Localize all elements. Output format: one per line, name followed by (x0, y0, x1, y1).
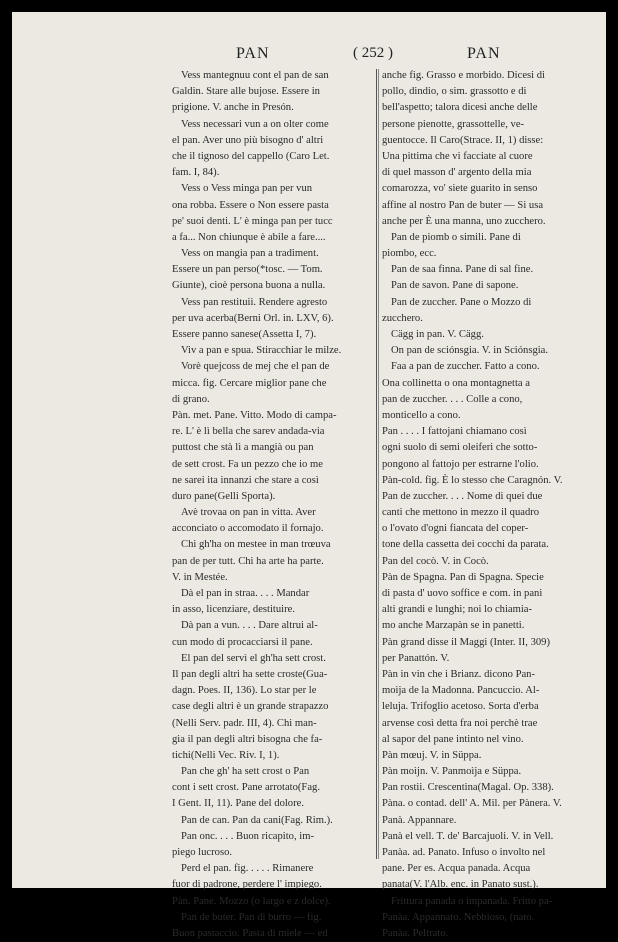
text-line: o l'ovato d'ogni fiancata del coper- (382, 523, 529, 535)
text-line: puttost che stà lì a mangià ou pan (172, 442, 314, 454)
text-line: Vess pan restituii. Rendere agresto (181, 296, 328, 308)
text-line: Panà. Appannare. (382, 814, 457, 826)
text-line: Perd el pan. fig. . . . . Rimanere (181, 863, 314, 875)
text-line: pan de per tutt. Chi ha arte ha parte. (172, 555, 324, 567)
text-line: che il tignoso del cappello (Caro Let. (172, 150, 330, 162)
text-line: fuor di padrone, perdere l' impiego. (172, 879, 322, 891)
text-line: a fa... Non chiunque è abile a fare.... (172, 231, 326, 243)
text-line: gia il pan degli altri bisogna che fa- (172, 733, 323, 745)
text-line: Pàn de Spagna. Pan di Spagna. Specie (382, 571, 544, 583)
text-line: Panà el vell. T. de' Barcajuoli. V. in Vell. (382, 830, 554, 842)
text-line: Galdin. Stare alle bujose. Essere in (172, 86, 320, 98)
text-line: persone pienotte, grassottelle, ve- (382, 118, 525, 130)
text-line: Pan de can. Pan da cani(Fag. Rim.). (181, 814, 333, 826)
text-line: pane. Per es. Acqua panada. Acqua (382, 863, 531, 875)
text-line: Pàn mœuj. V. in Süppa. (382, 749, 482, 761)
text-line: fam. I, 84). (172, 167, 220, 179)
text-line: Pàn in vin che i Brianz. dicono Pan- (382, 668, 535, 680)
text-line: cont i sett crost. Pane arrotato(Fag. (172, 782, 320, 794)
text-line: leluja. Trifoglio acetoso. Sorta d'erba (382, 701, 539, 713)
text-line: Vess on mangia pan a tradiment. (181, 248, 319, 260)
text-line: Buon pastaccio. Pasta di miele — ed (172, 927, 328, 939)
text-line: Viv a pan e spua. Stiracchiar le milze. (181, 345, 342, 357)
text-line: tone della cassetta dei cocchi da parata. (382, 539, 549, 551)
text-line: Frittura panada o impanada. Fritto pa- (391, 895, 553, 907)
text-line: Pan che gh' ha sett crost o Pan (181, 766, 310, 778)
text-line: Panàa. Appannato. Nebbioso, (nato. (382, 911, 535, 923)
text-line: Pàna. o contad. dell' A. Mil. per Pànera. V. (382, 798, 562, 810)
header-right-word: PAN (467, 45, 501, 62)
text-line: affine al nostro Pan de buter — Si usa (382, 199, 544, 211)
text-line: pe' suoi denti. L' è minga pan per tucc (172, 215, 333, 227)
text-line: per uva acerba(Berni Orl. in. LXV, 6). (172, 312, 334, 324)
text-line: duro pane(Gelli Sporta). (172, 490, 276, 502)
text-line: el pan. Aver uno più bisogno d' altri (172, 134, 324, 146)
text-line: zucchero. (382, 312, 423, 324)
text-line: Pàn-cold. fig. È lo stesso che Caragnón. V. (382, 474, 563, 486)
text-line: Cägg in pan. V. Cägg. (391, 329, 484, 340)
text-line: pollo, dindio, o sim. grassotto e di (382, 86, 527, 98)
right-column (382, 68, 595, 942)
text-line: Panàa. ad. Panato. Infuso o involto nel (382, 847, 546, 858)
text-line: moìja de la Madonna. Pancuccio. Al- (382, 685, 540, 697)
text-line: dagn. Poes. II, 136). Lo star per le (172, 685, 317, 697)
text-line: Pan rostii. Crescentina(Magal. Op. 338). (382, 782, 554, 794)
text-line: Il pan degli altri ha sette croste(Gua- (172, 668, 328, 680)
text-line: re. L' è lì bella che sarev andada-via (172, 426, 325, 438)
text-line: Pan de saa finna. Pane di sal fine. (391, 264, 534, 276)
text-line: Pan de piomb o simili. Pane di (391, 231, 521, 243)
text-line: El pan del servì el gh'ha sett crost. (181, 652, 326, 664)
text-line: Ona collinetta o ona montagnetta a (382, 377, 530, 389)
running-header (12, 45, 606, 67)
text-line: Faa a pan de zuccher. Fatto a cono. (391, 361, 540, 373)
text-line: di grano. (172, 393, 210, 405)
text-line: Pàn. Pane. Mozzo (o largo e z dolce). (172, 895, 331, 907)
text-line: Una pittima che vi facciate al cuore (382, 150, 533, 162)
text-line: Pan de zuccher. Pane o Mozzo di (391, 296, 532, 308)
text-line: in asso, licenziare, destituire. (172, 604, 295, 616)
text-line: Pan onc. . . . Buon ricapito, im- (181, 830, 314, 842)
text-line: mo anche Marzapàn se in panetti. (382, 620, 525, 632)
text-line: On pan de sciónsgia. V. in Sciónsgia. (391, 345, 549, 357)
text-line: alti grandi e lunghi; noi lo chiamia- (382, 604, 533, 616)
text-line: Dà pan a vun. . . . Dare altrui al- (181, 620, 318, 632)
page-number: ( 252 ) (353, 45, 393, 61)
text-line: tichi(Nelli Vec. Riv. I, 1). (172, 749, 280, 761)
text-line: I Gent. II, 11). Pane del dolore. (172, 798, 304, 810)
text-line: anche per È una manna, uno zucchero. (382, 215, 546, 227)
text-line: monticello a cono. (382, 409, 461, 421)
text-line: Pàn moìjn. V. Panmoìja e Süppa. (382, 766, 522, 778)
header-left-word: PAN (236, 45, 270, 62)
text-line: Essere un pan perso(*tosc. — Tom. (172, 264, 323, 276)
text-line: Pàn grand disse il Maggi (Inter. II, 309) (382, 636, 550, 648)
text-line: Pan . . . . I fattojani chiamano così (382, 426, 527, 438)
text-line: de sett crost. Fa un pezzo che io me (172, 458, 323, 470)
text-line: al sapor del pane intinto nel vino. (382, 733, 524, 745)
text-line: (Nelli Serv. padr. III, 4). Chi man- (172, 717, 317, 729)
text-line: per Panattón. V. (382, 652, 450, 664)
text-line: ne sarei ita innanzi che stare a così (172, 474, 319, 486)
text-line: Pan de buter. Pan di burro — fig. (181, 911, 322, 923)
text-line: guentocce. Il Caro(Strace. II, 1) disse: (382, 134, 544, 146)
text-line: ogni suolo di semi oleiferi che sotto- (382, 442, 538, 454)
text-line: Panàa. Peltrato. (382, 927, 449, 939)
text-line: Dà el pan in straa. . . . Mandar (181, 588, 310, 599)
text-line: prigione. V. anche in Presón. (172, 102, 294, 114)
text-line: micca. fig. Cercare miglior pane che (172, 377, 327, 389)
text-line: piego lucroso. (172, 847, 233, 858)
text-line: anche fig. Grasso e morbido. Dicesi di (382, 70, 545, 81)
text-line: arvense così detta fra noi perchè trae (382, 717, 538, 729)
text-line: comarozza, vo' siete guarito in senso (382, 183, 538, 195)
text-line: Pan del cocò. V. in Cocò. (382, 555, 489, 567)
text-line: di pasta d' uovo soffice e com. in pani (382, 588, 543, 599)
text-line: Pan de zuccher. . . . Nome di quei due (382, 490, 543, 502)
dictionary-page (12, 12, 606, 939)
text-line: cun modo di procacciarsi il pane. (172, 636, 313, 648)
text-line: Giunte), cioè persona buona a nulla. (172, 280, 326, 292)
text-line: acconciato o accomodato il fornajo. (172, 523, 324, 535)
text-line: case degli altri è un grande strapazzo (172, 701, 329, 713)
column-divider (376, 69, 379, 859)
text-line: Vess mantegnuu cont el pan de san (181, 70, 329, 81)
text-line: pan de zuccher. . . . Colle a cono, (382, 393, 523, 405)
text-line: panata(V. l'Alb. enc. in Panato sust.). (382, 879, 539, 891)
text-line: ona robba. Essere o Non essere pasta (172, 199, 329, 211)
text-line: Vess o Vess minga pan per vun (181, 183, 313, 195)
text-line: pongono al fattojo per estrarne l'olio. (382, 458, 539, 470)
text-line: Vorè quejcoss de mej che el pan de (181, 361, 330, 373)
text-line: bell'aspetto; talora dicesi anche delle (382, 102, 538, 114)
text-line: Chi gh'ha on mestee in man trœuva (181, 539, 331, 551)
text-line: di quel masson d' argento della mia (382, 167, 532, 179)
text-line: piombo, ecc. (382, 248, 437, 260)
text-line: Pàn. met. Pane. Vitto. Modo di campa- (172, 409, 337, 421)
text-line: Pan de savon. Pane di sapone. (391, 280, 519, 292)
text-line: canti che mettono in mezzo il quadro (382, 507, 540, 519)
left-column (172, 68, 385, 942)
text-line: V. in Mestée. (172, 571, 228, 583)
text-line: Vess necessari vun a on olter come (181, 118, 329, 130)
text-line: Avè trovaa on pan in vitta. Aver (181, 507, 316, 519)
text-line: Essere panno sanese(Assetta I, 7). (172, 329, 317, 340)
